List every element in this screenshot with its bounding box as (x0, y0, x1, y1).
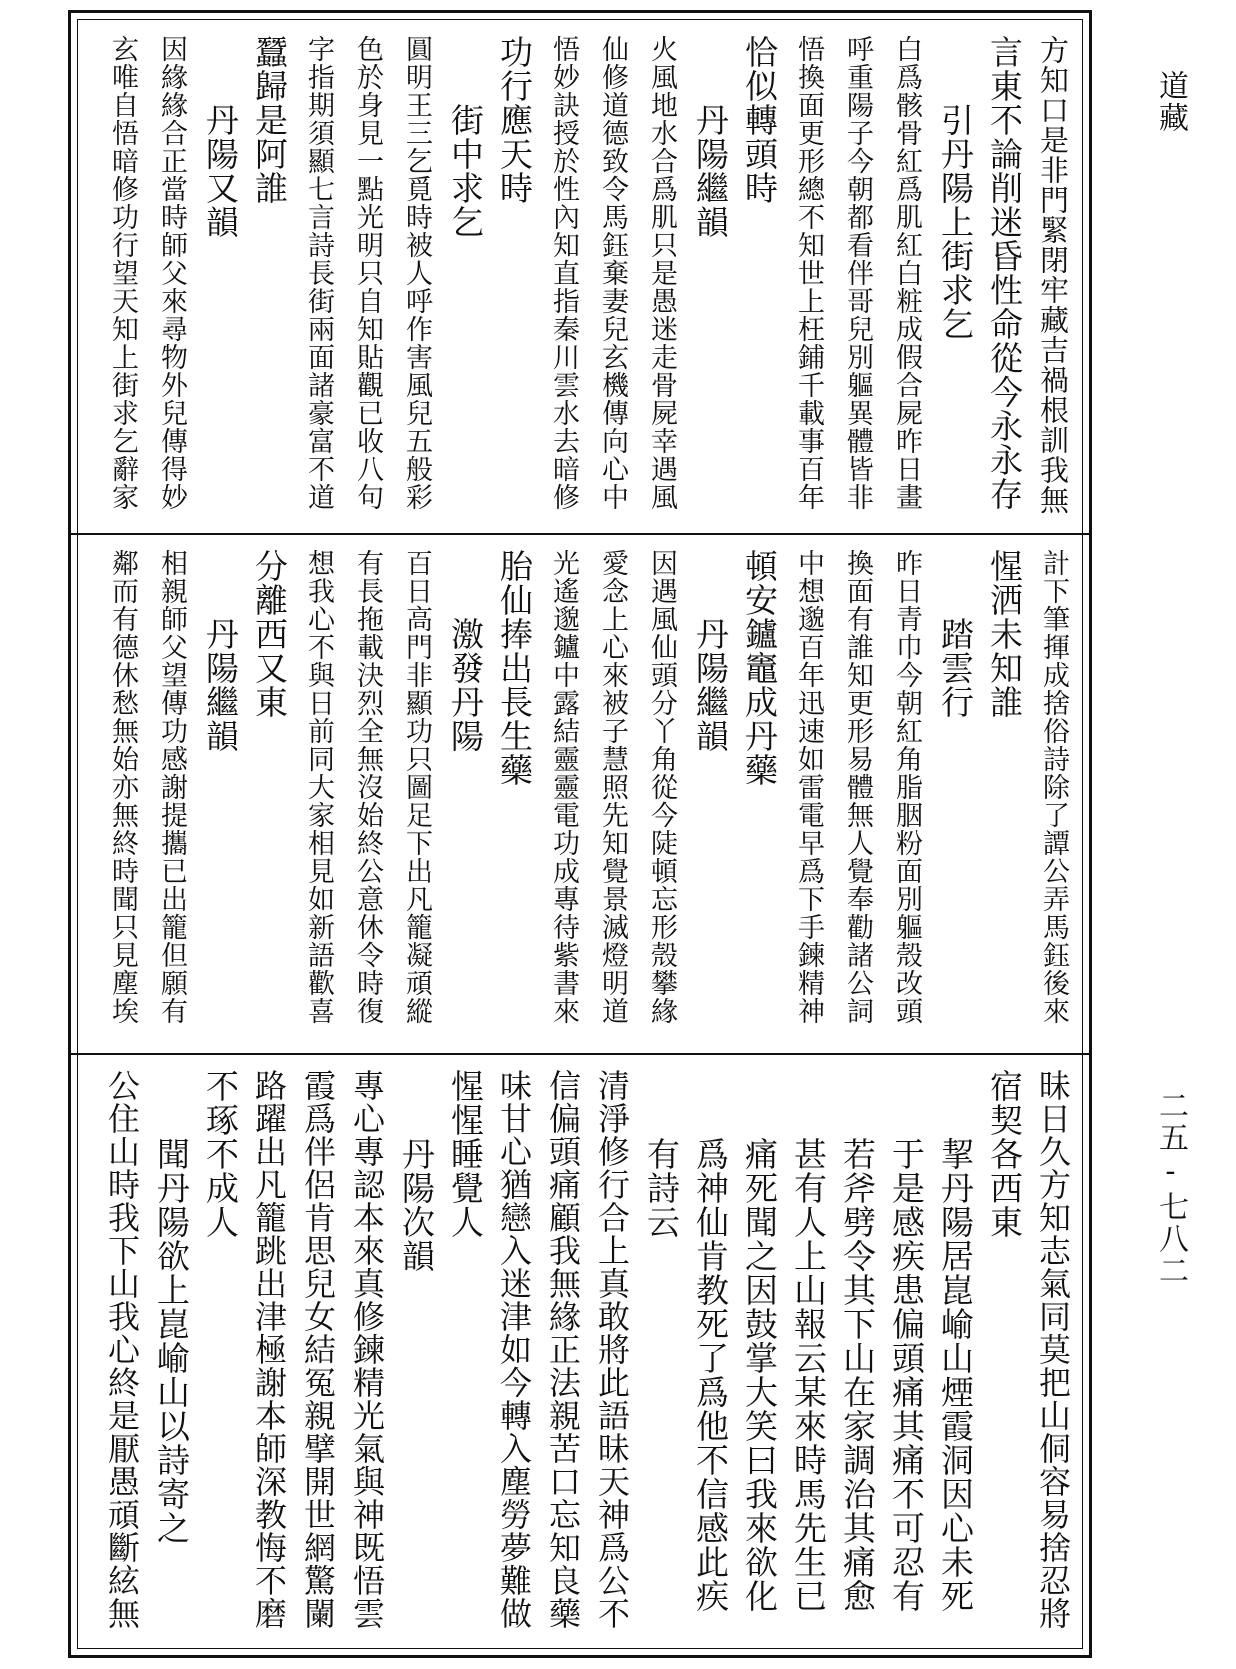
text-column: 仙修道德致令馬鈺棄妻兒玄機傳向心中 (597, 35, 628, 511)
text-column: 有長拖載決烈全無沒始終公意休令時復 (352, 549, 383, 1025)
text-column: 中想邈百年迅速如雷電早爲下手鍊精神 (793, 549, 824, 1025)
text-column: 恰似轉頭時 (740, 35, 779, 205)
text-column: 功行應天時 (495, 35, 534, 205)
text-column: 丹陽又韻 (201, 35, 240, 239)
text-column: 悟妙訣授於性內知直指秦川雲水去暗修 (548, 35, 579, 511)
panel-divider-2 (71, 1053, 1089, 1055)
text-column: 丹陽繼韻 (691, 35, 730, 239)
text-column: 若斧劈令其下山在家調治其痛愈 (838, 1069, 877, 1613)
panel-divider-1 (71, 533, 1089, 535)
text-column: 想我心不與日前同大家相見如新語歡喜 (303, 549, 334, 1025)
text-column: 頓安鑪竈成丹藥 (740, 549, 779, 787)
text-column: 換面有誰知更形易體無人覺奉勸諸公詞 (842, 549, 873, 1025)
text-column: 不琢不成人 (201, 1069, 240, 1239)
text-column: 悟換面更形總不知世上枉鋪千載事百年 (793, 35, 824, 511)
text-column: 激發丹陽 (446, 549, 485, 753)
text-column: 路躍出凡籠跳出津極謝本師深教悔不磨 (250, 1069, 288, 1630)
page-frame (68, 10, 1092, 1658)
text-column: 色於身見一點光明只自知貼觀已收八句 (352, 35, 383, 511)
text-column: 計下筆揮成捨俗詩除了譚公弄馬鈺後來 (1038, 549, 1069, 1025)
text-panel-bottom (81, 1063, 1079, 1638)
text-column: 信偏頭痛顧我無緣正法親苦口忘知良藥 (544, 1069, 582, 1630)
margin-page-number: 二五-七八二 (1153, 1090, 1188, 1287)
text-column: 因遇風仙頭分丫角從今陡頓忘形殼攀緣 (646, 549, 677, 1025)
text-column: 惺洒未知誰 (985, 549, 1024, 719)
text-column: 宿契各西東 (985, 1069, 1024, 1239)
text-column: 丹陽繼韻 (691, 549, 730, 753)
text-column: 分離西又東 (250, 549, 289, 719)
text-column: 白爲骸骨紅爲肌紅白粧成假合屍昨日畫 (891, 35, 922, 511)
text-column: 惺惺睡覺人 (446, 1069, 485, 1239)
text-column: 引丹陽上街求乞 (936, 35, 975, 341)
text-column: 丹陽次韻 (397, 1069, 436, 1273)
text-column: 火風地水合爲肌只是愚迷走骨屍幸遇風 (646, 35, 677, 511)
margin-header: 道藏 (1153, 70, 1188, 134)
text-column: 胎仙捧出長生藥 (495, 549, 534, 787)
text-column: 愛念上心來被子慧照先知覺景滅燈明道 (597, 549, 628, 1025)
text-column: 呼重陽子今朝都看伴哥兒別軀異體皆非 (842, 35, 873, 511)
text-panel-middle (81, 543, 1079, 1043)
text-column: 因緣緣合正當時師父來尋物外兒傳得妙 (156, 35, 187, 511)
text-column: 公住山時我下山我心終是厭愚頑斷絃無 (103, 1069, 141, 1630)
text-column: 專心專認本來真修鍊精光氣與神既悟雲 (348, 1069, 386, 1630)
text-column: 聞丹陽欲上崑崳山以詩寄之 (152, 1069, 191, 1545)
text-column: 有詩云 (642, 1069, 681, 1239)
text-column: 踏雲行 (936, 549, 975, 719)
text-column: 圓明王三乞覓時被人呼作害風兒五般彩 (401, 35, 432, 511)
text-column: 霞爲伴侶肯思兒女結冤親擘開世網驚闌 (299, 1069, 337, 1630)
text-column: 挈丹陽居崑崳山煙霞洞因心未死 (936, 1069, 975, 1613)
text-column: 光遙邈鑪中露結靈靈電功成專待紫書來 (548, 549, 579, 1025)
text-column: 相親師父望傳功感謝提攜已出籠但願有 (156, 549, 187, 1025)
text-column: 鄰而有德休愁無始亦無終時聞只見塵埃 (107, 549, 138, 1025)
text-column: 昧日久方知志氣同莫把山侗容易捨忍將 (1034, 1069, 1072, 1630)
text-column: 味甘心猶戀入迷津如今轉入塵勞夢難做 (495, 1069, 533, 1630)
text-column: 玄唯自悟暗修功行望天知上街求乞辭家 (107, 35, 138, 511)
text-column: 字指期須顯七言詩長街兩面諸豪富不道 (303, 35, 334, 511)
text-column: 蠶歸是阿誰 (250, 35, 289, 205)
text-column: 甚有人上山報云某來時馬先生已 (789, 1069, 828, 1613)
text-column: 清淨修行合上真敢將此語昧天神爲公不 (593, 1069, 631, 1630)
text-column: 爲神仙肯教死了爲他不信感此疾 (691, 1069, 730, 1613)
text-column: 丹陽繼韻 (201, 549, 240, 753)
text-panel-top (81, 29, 1079, 529)
text-column: 百日高門非顯功只圖足下出凡籠凝頑縱 (401, 549, 432, 1025)
text-column: 街中求乞 (446, 35, 485, 239)
text-column: 方知口是非門緊閉牢藏吉禍根訓我無 (1036, 35, 1070, 515)
text-column: 于是感疾患偏頭痛其痛不可忍有 (887, 1069, 926, 1613)
text-column: 昨日青巾今朝紅角脂胭粉面別軀殼改頭 (891, 549, 922, 1025)
text-column: 痛死聞之因鼓掌大笑曰我來欲化 (740, 1069, 779, 1613)
text-column: 言東不論削迷昏性命從今永永存 (985, 35, 1024, 511)
